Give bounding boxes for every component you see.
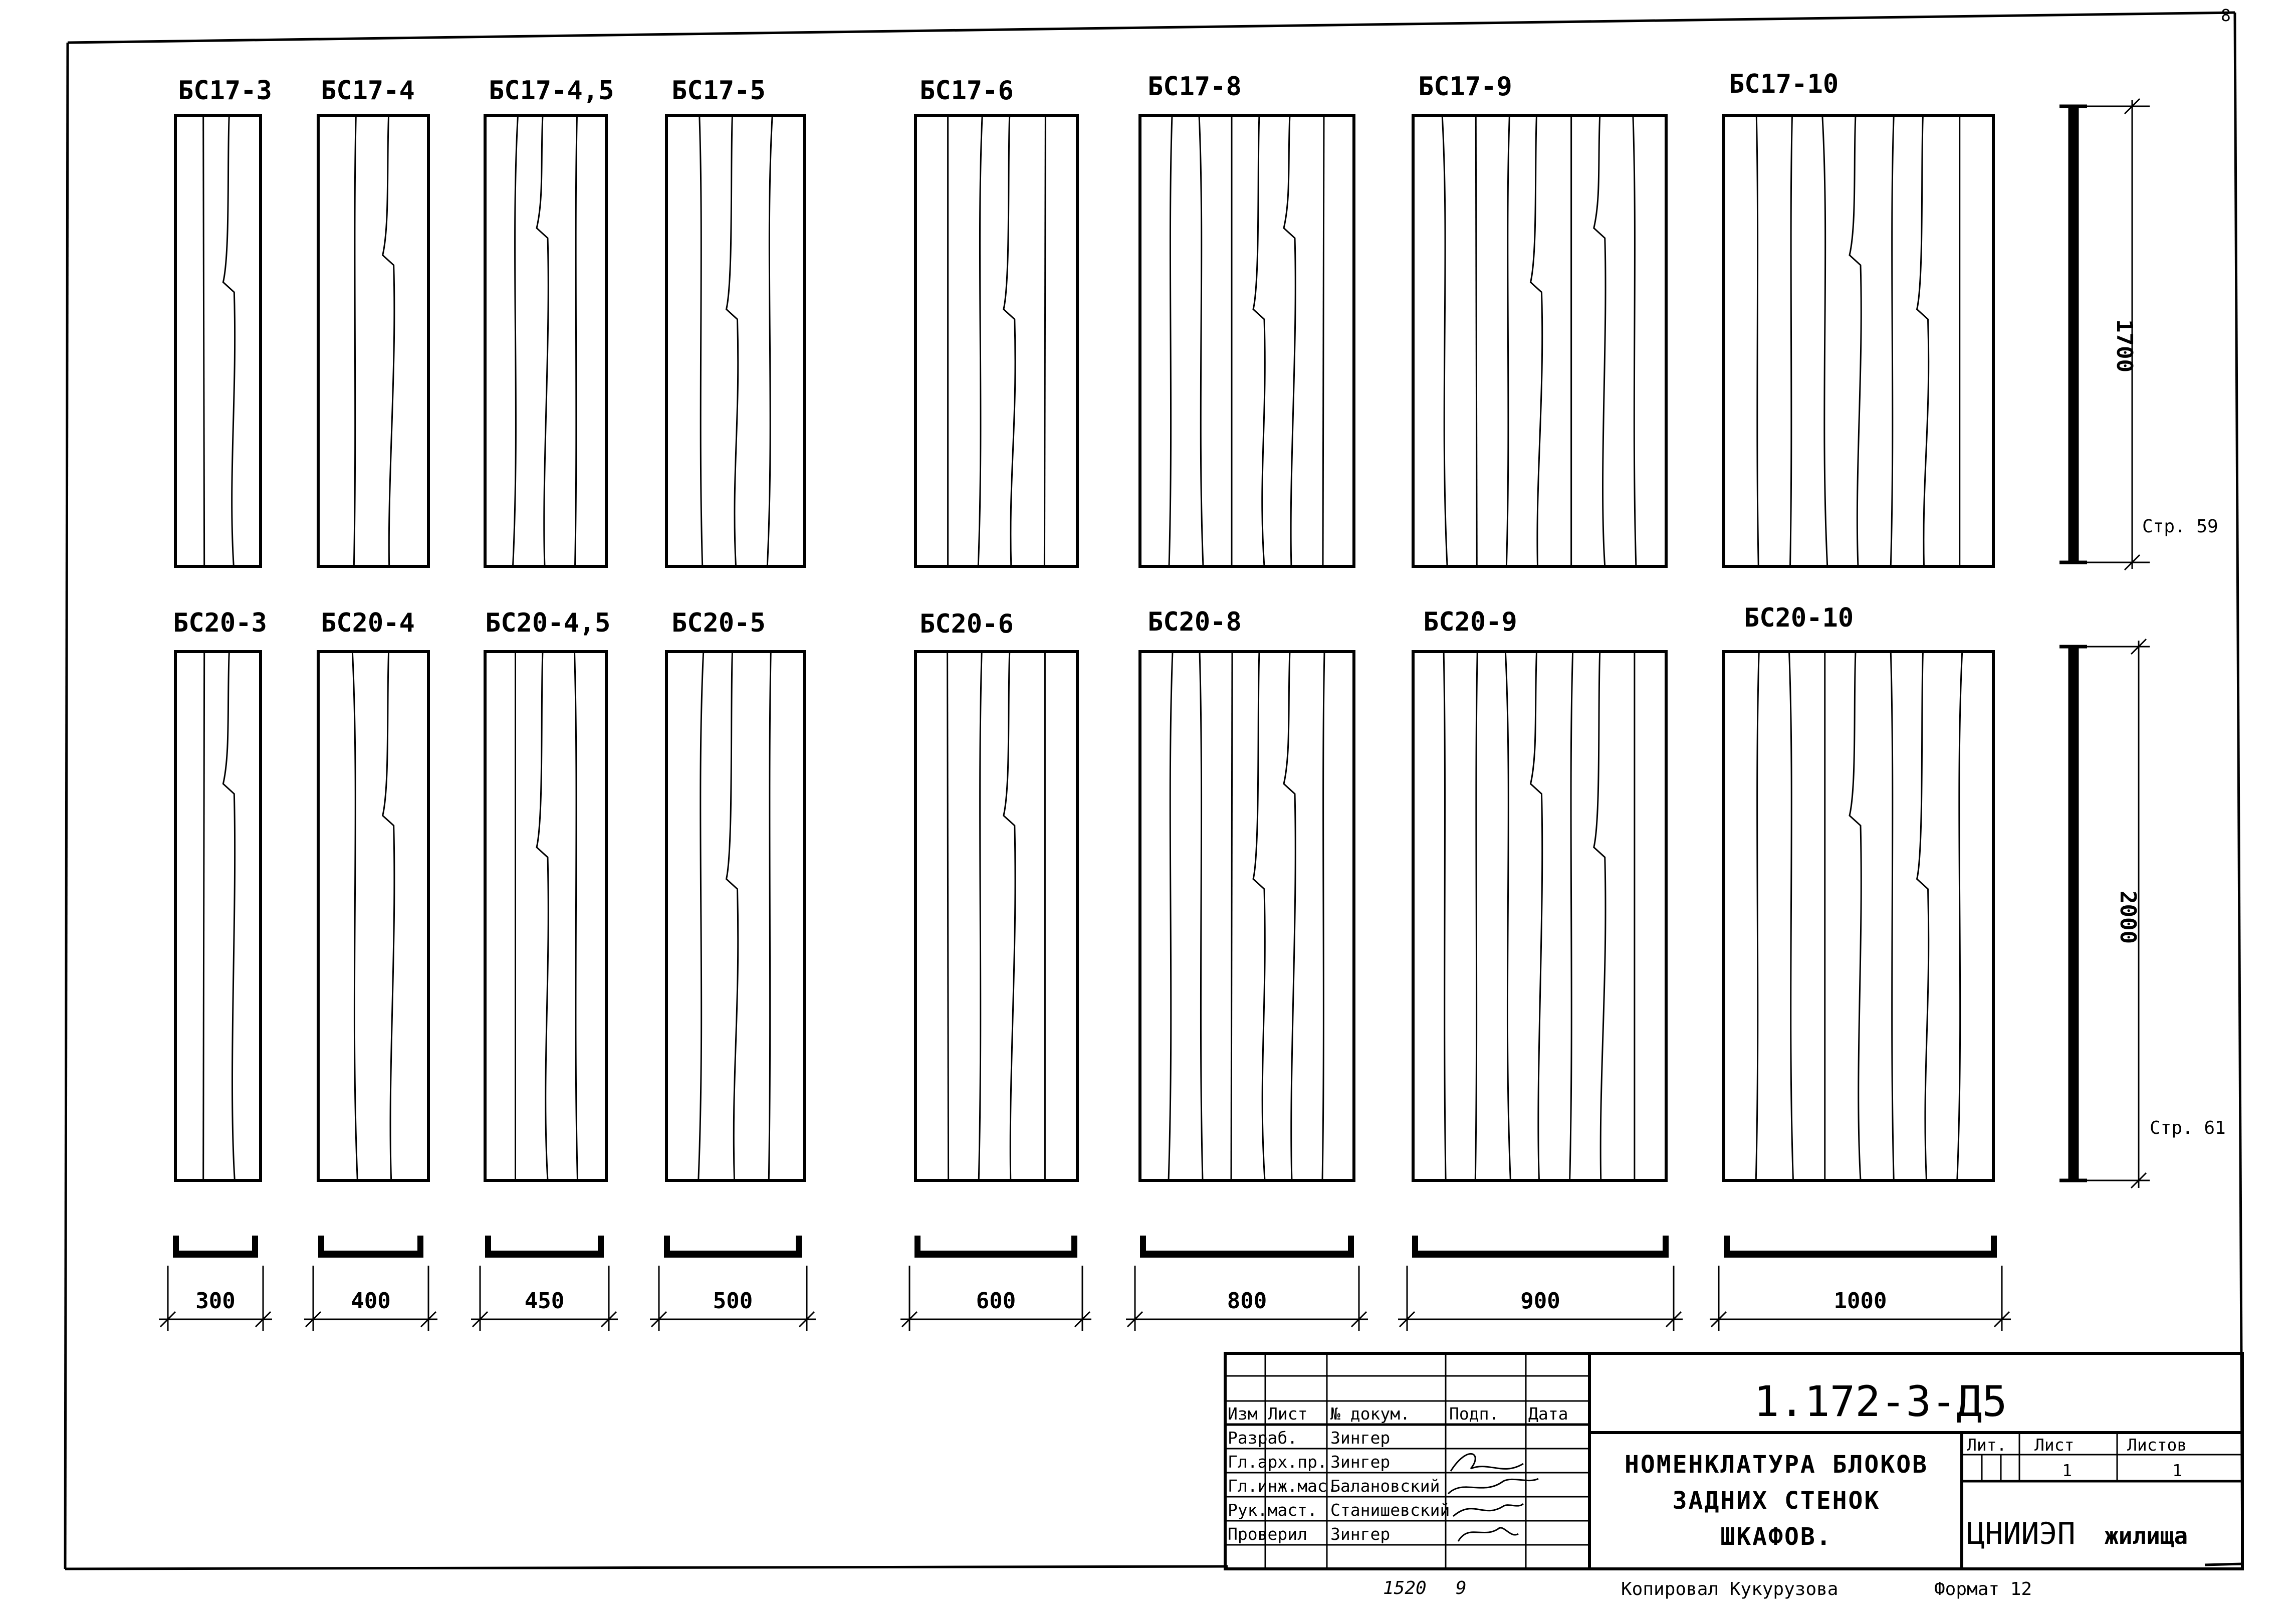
panel-БС17-6 — [915, 115, 1077, 566]
width-dim-1000 — [1710, 1236, 2011, 1331]
block-label-bs20-3: БС20-3 — [173, 608, 267, 638]
width-dim-800 — [1126, 1236, 1368, 1331]
header-doc-no: № докум. — [1330, 1404, 1410, 1424]
labels-row-1700 — [178, 69, 1839, 106]
panel-БС17-5 — [666, 115, 804, 566]
panel-БС20-6 — [915, 652, 1077, 1180]
title-line-3: ШКАФОВ. — [1720, 1523, 1832, 1551]
role-razrab: Разраб. — [1228, 1428, 1298, 1448]
labels-row-2000 — [173, 603, 1854, 639]
doc-code: 1.172-3-Д5 — [1754, 1377, 2007, 1426]
sheets-label: Листов — [2127, 1435, 2187, 1455]
role-ruk-mast: Рук.маст. — [1228, 1500, 1317, 1520]
panel-БС17-10 — [1724, 115, 1993, 566]
page-ref-bottom: Стр. 61 — [2150, 1118, 2226, 1138]
below-number-1: 1520 — [1383, 1578, 1427, 1598]
name-0: Зингер — [1330, 1428, 1391, 1448]
corner-mark: 8 — [2221, 6, 2231, 25]
block-label-bs20-6: БС20-6 — [920, 609, 1014, 639]
panel-БС20-10 — [1724, 652, 1993, 1180]
panel-БС20-4 — [318, 652, 428, 1180]
below-number-2: 9 — [1456, 1578, 1467, 1598]
width-dim-300 — [159, 1236, 272, 1331]
width-dim-450 — [471, 1236, 618, 1331]
block-label-bs20-8: БС20-8 — [1147, 607, 1242, 637]
format-label: Формат 12 — [1934, 1579, 2032, 1599]
block-label-bs17-3: БС17-3 — [178, 76, 272, 106]
width-dim-900 — [1398, 1236, 1683, 1331]
drawing-frame — [65, 13, 2242, 1569]
block-label-bs20-9: БС20-9 — [1423, 607, 1517, 637]
copied-by: Копировал Кукурузова — [1621, 1579, 1839, 1599]
title-line-2: ЗАДНИХ СТЕНОК — [1672, 1487, 1881, 1515]
name-3: Станишевский — [1330, 1500, 1450, 1520]
block-label-bs20-4: БС20-4 — [321, 608, 415, 638]
height-dim-1700-text: 1700 — [2112, 319, 2137, 372]
panel-БС20-3 — [175, 652, 261, 1180]
width-dim-text: 300 — [195, 1288, 236, 1314]
panel-drawings — [175, 115, 1993, 1180]
panel-БС17-8 — [1140, 115, 1354, 566]
panel-БС17-4 — [318, 115, 428, 566]
role-proveril: Проверил — [1228, 1524, 1307, 1544]
width-dim-text: 500 — [713, 1288, 753, 1314]
panel-БС17-3 — [175, 115, 261, 566]
block-label-bs20-10: БС20-10 — [1744, 603, 1854, 633]
block-label-bs17-10: БС17-10 — [1729, 69, 1839, 99]
block-label-bs17-6: БС17-6 — [920, 76, 1014, 106]
name-1: Зингер — [1330, 1452, 1391, 1472]
width-dim-text: 900 — [1520, 1288, 1560, 1314]
name-4: Зингер — [1330, 1524, 1391, 1544]
panel-БС17-4,5 — [485, 115, 606, 566]
panel-БС17-9 — [1413, 115, 1666, 566]
block-label-bs17-8: БС17-8 — [1147, 72, 1242, 102]
width-dim-text: 450 — [524, 1288, 565, 1314]
title-line-1: НОМЕНКЛАТУРА БЛОКОВ — [1624, 1451, 1929, 1479]
header-izm: Изм — [1228, 1404, 1258, 1424]
block-label-bs20-4-5: БС20-4,5 — [485, 608, 611, 638]
width-dim-400 — [304, 1236, 437, 1331]
role-gl-inzh: Гл.инж.мас. — [1228, 1476, 1337, 1496]
block-label-bs20-5: БС20-5 — [671, 608, 766, 638]
width-dim-500 — [650, 1236, 816, 1331]
role-gl-arh: Гл.арх.пр. — [1228, 1452, 1327, 1472]
block-label-bs17-9: БС17-9 — [1418, 72, 1512, 102]
sheet-value: 1 — [2062, 1461, 2072, 1480]
block-label-bs17-4-5: БС17-4,5 — [489, 76, 614, 106]
org-main: ЦНИИЭП — [1967, 1516, 2076, 1551]
panel-БС20-5 — [666, 652, 804, 1180]
sheet-label: Лист — [2034, 1435, 2075, 1455]
header-date: Дата — [1528, 1404, 1568, 1424]
block-label-bs17-4: БС17-4 — [321, 76, 415, 106]
panel-БС20-9 — [1413, 652, 1666, 1180]
header-sign: Подп. — [1449, 1404, 1499, 1424]
sheets-value: 1 — [2172, 1461, 2182, 1480]
panel-БС20-8 — [1140, 652, 1354, 1180]
org-sub: жилища — [2105, 1522, 2188, 1549]
name-2: Балановский — [1330, 1476, 1440, 1496]
lit-label: Лит. — [1967, 1435, 2007, 1455]
header-list: Лист — [1268, 1404, 1308, 1424]
width-dim-text: 1000 — [1833, 1288, 1887, 1314]
block-label-bs17-5: БС17-5 — [671, 76, 766, 106]
height-dim-2000-text: 2000 — [2115, 891, 2141, 944]
width-dimensions — [159, 1236, 2011, 1331]
panel-БС20-4,5 — [485, 652, 606, 1180]
width-dim-text: 600 — [976, 1288, 1016, 1314]
page-ref-top: Стр. 59 — [2142, 516, 2218, 537]
width-dim-600 — [900, 1236, 1091, 1331]
width-dim-text: 800 — [1227, 1288, 1267, 1314]
width-dim-text: 400 — [351, 1288, 391, 1314]
